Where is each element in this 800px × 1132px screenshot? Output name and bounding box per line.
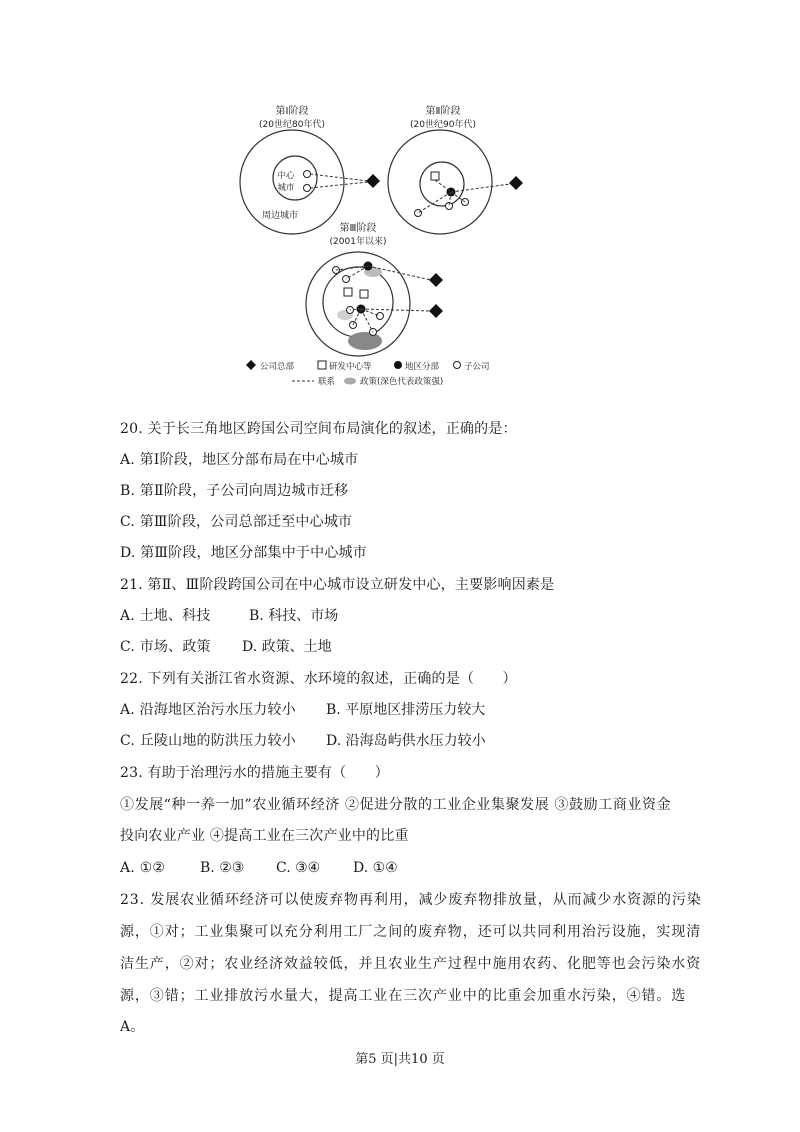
stage2-period: (20世纪90年代) — [410, 120, 476, 130]
legend-rd-icon — [318, 361, 326, 369]
q21-option-d: D. 政策、土地 — [242, 639, 332, 655]
legend-branch-icon — [394, 361, 402, 369]
stage1-center-label-2: 城市 — [277, 183, 295, 193]
stage3-rd-center — [360, 290, 368, 298]
q23-stem: 23. 有助于治理污水的措施主要有（ ） — [120, 765, 389, 781]
q23-option-d: D. ①④ — [353, 860, 398, 876]
q22-option-a: A. 沿海地区治污水压力较小 — [120, 702, 296, 718]
stage3-policy-area-strong — [348, 332, 382, 350]
stage3-headquarters — [429, 273, 443, 287]
q22-stem: 22. 下列有关浙江省水资源、水环境的叙述，正确的是（ ） — [120, 671, 517, 687]
stage2-link — [451, 184, 510, 192]
legend-rd-label: 研发中心等 — [329, 362, 372, 372]
page-footer: 第5 页|共10 页 — [355, 1052, 445, 1067]
stage3-headquarters — [429, 304, 443, 318]
legend-branch-label: 地区分部 — [405, 362, 440, 372]
stage1-subsidiary — [304, 171, 311, 178]
q21-option-c: C. 市场、政策 — [120, 639, 211, 655]
legend-hq-label: 公司总部 — [260, 362, 295, 372]
legend-sub-label: 子公司 — [464, 362, 490, 372]
q21-option-b: B. 科技、市场 — [249, 608, 339, 624]
legend-sub-icon — [454, 362, 461, 369]
legend-policy-icon — [344, 378, 356, 385]
q20-option-c: C. 第Ⅲ阶段，公司总部迁至中心城市 — [120, 514, 353, 530]
stage2-outer-circle — [388, 130, 492, 234]
q23-option-c: C. ③④ — [276, 860, 321, 876]
q21-option-a: A. 土地、科技 — [120, 608, 211, 624]
answer23-line2: 源，①对；工业集聚可以充分利用工厂之间的废弃物，还可以共同利用治污设施，实现清 — [120, 924, 702, 940]
q20-option-d: D. 第Ⅲ阶段，地区分部集中于中心城市 — [120, 545, 367, 561]
stage3-link — [361, 309, 431, 311]
answer23-line1: 23. 发展农业循环经济可以使废弃物再利用，减少废弃物排放量，从而减少水资源的污染 — [120, 892, 702, 908]
q20-option-b: B. 第Ⅱ阶段，子公司向周边城市迁移 — [120, 483, 349, 499]
stage2-link — [435, 180, 451, 192]
stage1-link — [310, 182, 368, 188]
stage1-headquarters — [366, 174, 380, 188]
legend-link-label: 联系 — [318, 377, 336, 387]
stage2-title: 第Ⅱ阶段 — [425, 106, 461, 117]
stage1-title: 第Ⅰ阶段 — [275, 106, 309, 117]
stage1-subsidiary — [304, 185, 311, 192]
stage2-center-circle — [420, 162, 464, 206]
stage2-headquarters — [509, 176, 523, 190]
stage1-outer-label: 周边城市 — [261, 211, 299, 221]
answer23-line4: 源，③错；工业排放污水量大，提高工业在三次产业中的比重会加重水污染，④错。选 — [120, 988, 687, 1004]
q23-option-b: B. ②③ — [200, 860, 245, 876]
stage1-center-label-1: 中心 — [277, 171, 295, 181]
q23-statements-line2: 投向农业产业 ④提高工业在三次产业中的比重 — [120, 828, 409, 844]
stage3-link — [353, 309, 361, 325]
multinational-layout-figure — [230, 98, 530, 398]
stage1-period: (20世纪80年代) — [259, 120, 325, 130]
q22-option-b: B. 平原地区排涝压力较大 — [326, 702, 486, 718]
stage2-rd-center — [431, 172, 439, 180]
q23-statements-line1: ①发展“种一养一加”农业循环经济 ②促进分散的工业企业集聚发展 ③鼓励工商业资金 — [120, 797, 672, 813]
q20-option-a: A. 第Ⅰ阶段，地区分部布局在中心城市 — [120, 452, 359, 468]
legend-policy-label: 政策(深色代表政策强) — [360, 377, 444, 387]
q20-stem: 20. 关于长三角地区跨国公司空间布局演化的叙述，正确的是： — [120, 421, 517, 437]
stage3-center-circle — [323, 267, 393, 337]
q21-stem: 21. 第Ⅱ、Ⅲ阶段跨国公司在中心城市设立研发中心，主要影响因素是 — [120, 577, 555, 593]
stage1-link — [310, 174, 368, 181]
q22-option-c: C. 丘陵山地的防洪压力较小 — [120, 733, 296, 749]
stage3-rd-center — [344, 288, 352, 296]
legend-hq-icon — [246, 360, 256, 370]
stage3-period: (2001年以来) — [329, 237, 387, 247]
q23-option-a: A. ①② — [120, 860, 166, 876]
q22-option-d: D. 沿海岛屿供水压力较小 — [326, 733, 486, 749]
stage3-title: 第Ⅲ阶段 — [339, 223, 377, 234]
answer23-line3: 洁生产，②对；农业经济效益较低，并且农业生产过程中施用农药、化肥等也会污染水资 — [120, 956, 702, 972]
answer23-line5: A。 — [120, 1019, 145, 1035]
